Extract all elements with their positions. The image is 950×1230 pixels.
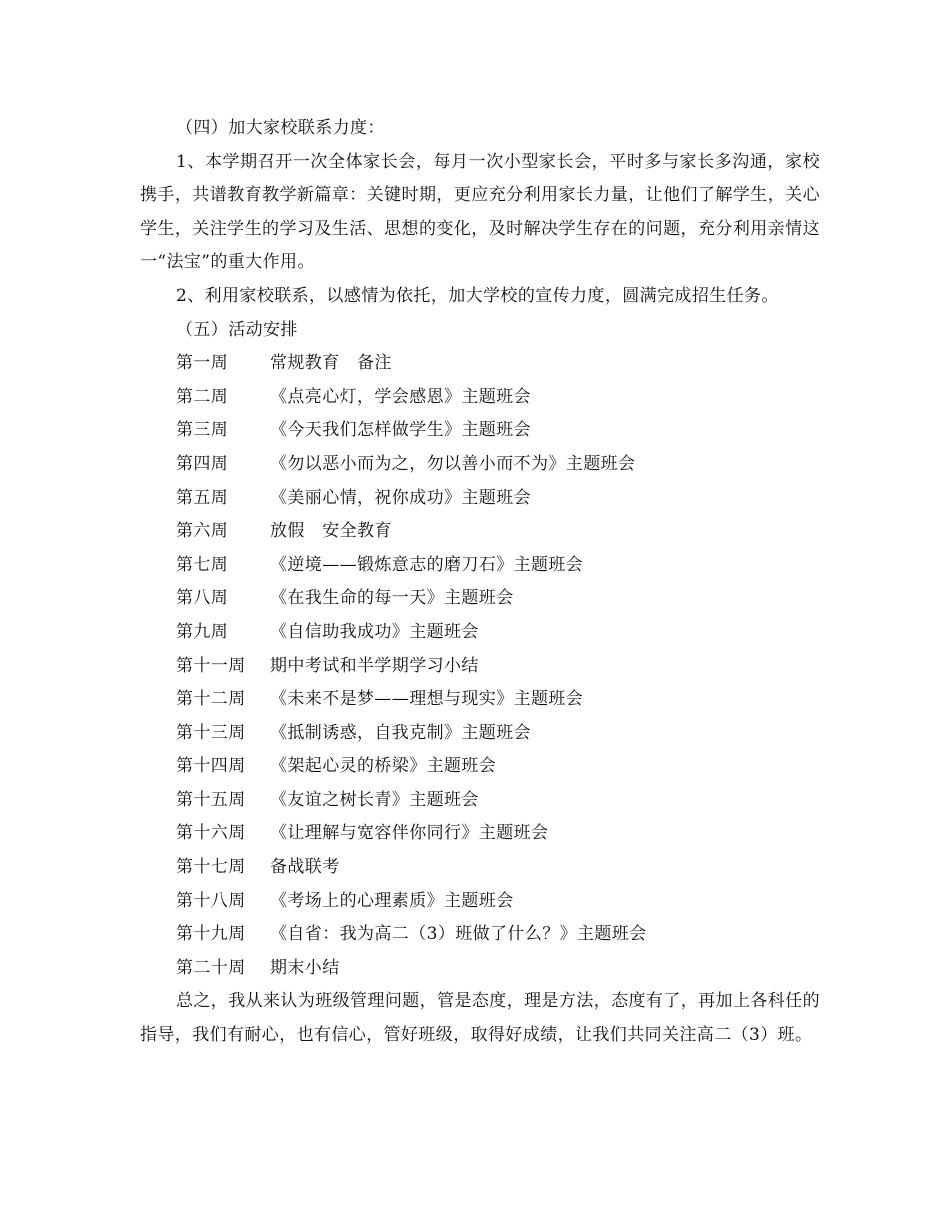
schedule-row xyxy=(140,650,820,684)
schedule-activity: 期中考试和半学期学习小结 xyxy=(270,655,479,676)
schedule-row xyxy=(140,683,820,717)
schedule-activity: 常规教育 备注 xyxy=(270,353,392,374)
schedule-activity: 期末小结 xyxy=(270,957,340,978)
schedule-activity: 《抵制诱惑，自我克制》主题班会 xyxy=(270,722,531,743)
schedule-row xyxy=(140,750,820,784)
schedule-row xyxy=(140,918,820,952)
schedule-row xyxy=(140,817,820,851)
schedule-row xyxy=(140,717,820,751)
schedule-activity: 《考场上的心理素质》主题班会 xyxy=(270,890,514,911)
schedule-activity: 《友谊之树长青》主题班会 xyxy=(270,789,479,810)
schedule-activity: 《让理解与宽容伴你同行》主题班会 xyxy=(270,823,549,844)
schedule-activity: 《勿以恶小而为之，勿以善小而不为》主题班会 xyxy=(270,453,636,474)
schedule-row xyxy=(140,414,820,448)
schedule-week: 第十三周 xyxy=(176,722,246,743)
schedule-row xyxy=(140,482,820,516)
schedule-row xyxy=(140,582,820,616)
schedule-week: 第五周 xyxy=(176,487,229,508)
schedule-row xyxy=(140,616,820,650)
schedule-week: 第八周 xyxy=(176,588,229,609)
schedule-week: 第二周 xyxy=(176,386,229,407)
schedule-row xyxy=(140,381,820,415)
section-heading-family-school: （四）加大家校联系力度： xyxy=(176,118,385,138)
document-body xyxy=(140,112,820,1053)
schedule-row xyxy=(140,784,820,818)
schedule-activity: 备战联考 xyxy=(270,857,340,878)
schedule-activity: 《未来不是梦——理想与现实》主题班会 xyxy=(270,689,584,710)
schedule-week: 第十一周 xyxy=(176,655,246,676)
schedule-activity: 《架起心灵的桥梁》主题班会 xyxy=(270,756,497,777)
schedule-week: 第七周 xyxy=(176,554,229,575)
activity-schedule xyxy=(140,347,820,985)
section-heading-activities: （五）活动安排 xyxy=(176,319,298,340)
schedule-week: 第一周 xyxy=(176,353,229,374)
schedule-week: 第四周 xyxy=(176,453,229,474)
schedule-row xyxy=(140,515,820,549)
schedule-week: 第十六周 xyxy=(176,823,246,844)
schedule-week: 第六周 xyxy=(176,521,229,542)
paragraph-conclusion: 总之，我从来认为班级管理问题，管是态度，理是方法，态度有了，再加上各科任的指导，我们有耐心，也有信心，管好班级，取得好成绩，让我们共同关注高二（3）班。 xyxy=(140,991,820,1046)
schedule-week: 第十九周 xyxy=(176,924,246,945)
paragraph-publicity: 2、利用家校联系，以感情为依托，加大学校的宣传力度，圆满完成招生任务。 xyxy=(176,285,779,306)
schedule-week: 第二十周 xyxy=(176,957,246,978)
schedule-week: 第十八周 xyxy=(176,890,246,911)
schedule-activity: 《逆境——锻炼意志的磨刀石》主题班会 xyxy=(270,554,584,575)
schedule-row xyxy=(140,448,820,482)
schedule-week: 第九周 xyxy=(176,621,229,642)
schedule-week: 第十七周 xyxy=(176,857,246,878)
schedule-activity: 《自信助我成功》主题班会 xyxy=(270,621,479,642)
schedule-row xyxy=(140,952,820,986)
schedule-activity: 《在我生命的每一天》主题班会 xyxy=(270,588,514,609)
schedule-activity: 《美丽心情，祝你成功》主题班会 xyxy=(270,487,531,508)
schedule-row xyxy=(140,885,820,919)
schedule-activity: 《今天我们怎样做学生》主题班会 xyxy=(270,420,531,441)
schedule-activity: 《自省：我为高二（3）班做了什么？》主题班会 xyxy=(270,924,647,945)
schedule-row xyxy=(140,549,820,583)
schedule-week: 第十二周 xyxy=(176,689,246,710)
schedule-row xyxy=(140,347,820,381)
schedule-activity: 《点亮心灯，学会感恩》主题班会 xyxy=(270,386,531,407)
schedule-week: 第十五周 xyxy=(176,789,246,810)
schedule-week: 第十四周 xyxy=(176,756,246,777)
paragraph-parent-meetings: 1、本学期召开一次全体家长会，每月一次小型家长会，平时多与家长多沟通，家校携手，共谱教育教学新篇章：关键时期，更应充分利用家长力量，让他们了解学生，关心学生，关注学生的学习及生活、思想的变化，及时解决学生存在的问题，充分利用亲情这一“法宝”的重大作用。 xyxy=(140,151,820,273)
schedule-activity: 放假 安全教育 xyxy=(270,521,392,542)
schedule-row xyxy=(140,851,820,885)
schedule-week: 第三周 xyxy=(176,420,229,441)
